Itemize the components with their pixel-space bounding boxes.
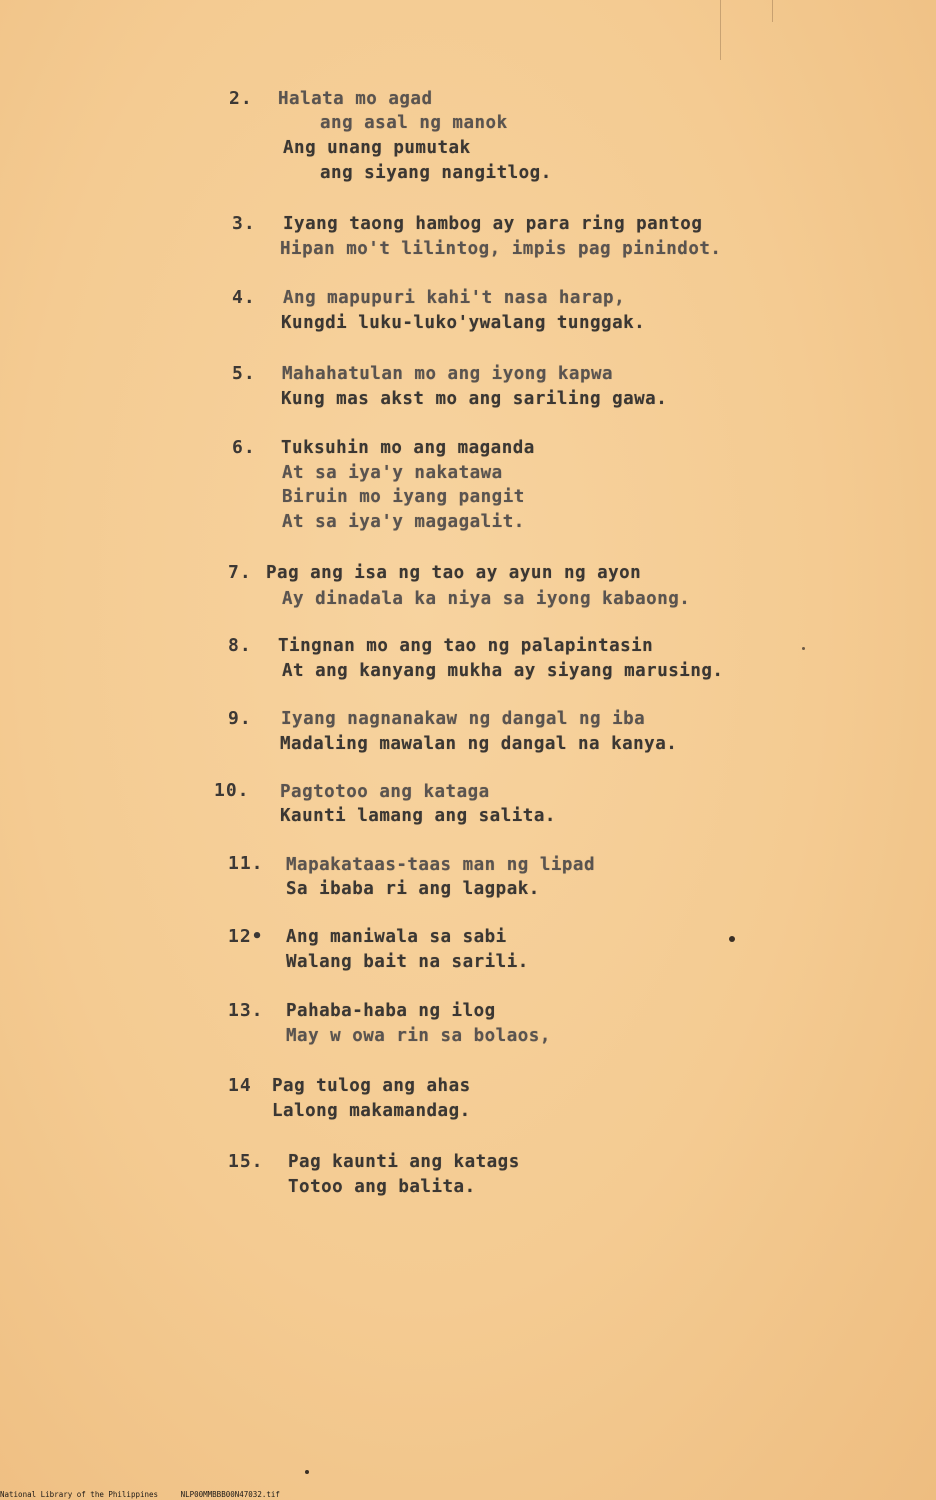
proverb-line: Pag kaunti ang katags xyxy=(288,1152,520,1172)
proverb-number: 12• xyxy=(228,926,264,947)
footer-source: National Library of the Philippines xyxy=(0,1490,159,1499)
proverb-number: 9. xyxy=(228,708,252,729)
fold-crease xyxy=(720,0,721,60)
proverb-line: Iyang taong hambog ay para ring pantog xyxy=(283,214,703,234)
proverb-line: Walang bait na sarili. xyxy=(286,952,529,972)
proverb-number: 15. xyxy=(228,1151,264,1172)
proverb-line: Ang unang pumutak xyxy=(283,138,471,158)
proverb-line: At sa iya'y magagalit. xyxy=(282,512,525,532)
proverb-line: Mapakataas-taas man ng lipad xyxy=(286,855,596,875)
proverb-line: ang siyang nangitlog. xyxy=(320,163,552,183)
proverb-line: Kungdi luku-luko'ywalang tunggak. xyxy=(281,313,646,333)
proverb-number: 2. xyxy=(229,88,253,109)
proverb-line: ang asal ng manok xyxy=(320,113,508,133)
archive-footer xyxy=(0,1490,298,1499)
proverb-line: Lalong makamandag. xyxy=(272,1101,471,1121)
proverb-line: Iyang nagnanakaw ng dangal ng iba xyxy=(281,709,646,729)
proverb-number: 14 xyxy=(228,1075,252,1096)
proverb-line: Tingnan mo ang tao ng palapintasin xyxy=(278,636,654,656)
proverb-line: Kaunti lamang ang salita. xyxy=(280,806,556,826)
proverb-number: 8. xyxy=(228,635,252,656)
proverb-number: 10. xyxy=(214,780,250,801)
proverb-line: At ang kanyang mukha ay siyang marusing. xyxy=(282,661,724,681)
ink-speck xyxy=(802,647,805,650)
proverb-line: Hipan mo't lilintog, impis pag pinindot. xyxy=(280,239,722,259)
proverb-line: Kung mas akst mo ang sariling gawa. xyxy=(281,389,668,409)
proverb-line: Sa ibaba ri ang lagpak. xyxy=(286,879,540,899)
proverb-line: Mahahatulan mo ang iyong kapwa xyxy=(282,364,614,384)
proverb-number: 6. xyxy=(232,437,256,458)
proverb-line: Pahaba-haba ng ilog xyxy=(286,1001,496,1021)
proverb-number: 11. xyxy=(228,853,264,874)
proverb-line: Ay dinadala ka niya sa iyong kabaong. xyxy=(282,589,691,609)
proverb-line: Halata mo agad xyxy=(278,89,433,109)
ink-speck xyxy=(305,1470,309,1474)
proverb-number: 13. xyxy=(228,1000,264,1021)
proverb-line: Pag tulog ang ahas xyxy=(272,1076,471,1096)
proverb-line: May w owa rin sa bolaos, xyxy=(286,1026,551,1046)
proverb-line: Pagtotoo ang kataga xyxy=(280,782,490,802)
fold-crease xyxy=(772,0,773,22)
proverb-line: Totoo ang balita. xyxy=(288,1177,476,1197)
footer-filename: NLP00MMBBB00N47032.tif xyxy=(180,1490,280,1499)
proverb-line: Madaling mawalan ng dangal na kanya. xyxy=(280,734,678,754)
proverb-line: Ang maniwala sa sabi xyxy=(286,927,507,947)
proverb-line: Ang mapupuri kahi't nasa harap, xyxy=(283,288,626,308)
proverb-number: 4. xyxy=(232,287,256,308)
proverb-number: 3. xyxy=(232,213,256,234)
proverb-line: Biruin mo iyang pangit xyxy=(282,487,525,507)
proverb-line: Pag ang isa ng tao ay ayun ng ayon xyxy=(266,563,642,583)
proverb-line: At sa iya'y nakatawa xyxy=(282,463,503,483)
proverb-number: 5. xyxy=(232,363,256,384)
proverb-number: 7. xyxy=(228,562,252,583)
proverb-line: Tuksuhin mo ang maganda xyxy=(281,438,535,458)
ink-speck xyxy=(729,936,735,942)
